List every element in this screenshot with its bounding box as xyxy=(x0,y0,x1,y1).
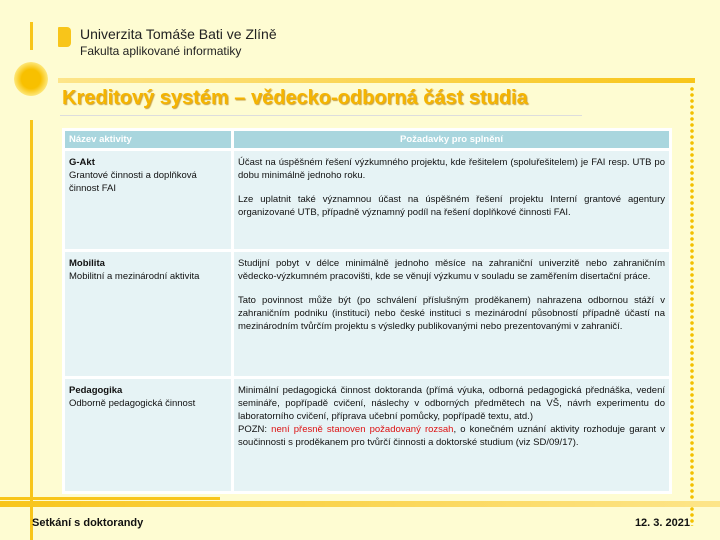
activity-name: G-Akt xyxy=(69,157,95,168)
requirement: Lze uplatnit také významnou účast na úspěšném řešení projektu Interní grantové agentury organizované UTB, případně významný podíl na řešení doplňkové činnosti FAI. xyxy=(238,194,665,218)
footer-bar xyxy=(0,501,720,507)
table-row xyxy=(65,151,669,249)
title-bar xyxy=(58,78,695,83)
note-rest: , o konečném uznání aktivity rozhoduje garant v součinnosti s proděkanem pro tvůrčí činnosti a doktorské studium (viz SD/09/17). xyxy=(238,424,666,448)
university-name: Univerzita Tomáše Bati ve Zlíně xyxy=(80,26,277,42)
activity-desc: Mobilitní a mezinárodní aktivita xyxy=(69,271,200,282)
requirement: Účast na úspěšném řešení výzkumného projektu, kde řešitelem (spoluřešitelem) je FAI resp. UTB po dobu minimálně jednoho roku. xyxy=(238,157,665,181)
slide-title: Kreditový systém – vědecko-odborná část studia xyxy=(62,87,528,109)
requirement: Studijní pobyt v délce minimálně jednoho měsíce na zahraniční univerzitě nebo zahraničním vědecko-výzkumném pracovišti, kde se věnují výzkumu v souladu se zaměřením disertační práce. xyxy=(238,258,665,282)
col-header-activity: Název aktivity xyxy=(65,131,231,148)
table-header xyxy=(65,131,669,148)
title-divider xyxy=(60,115,582,116)
activity-desc: Grantové činnosti a doplňková činnost FAI xyxy=(69,170,197,194)
faculty-name: Fakulta aplikované informatiky xyxy=(80,44,242,58)
note-highlight: není přesně stanoven požadovaný rozsah xyxy=(271,424,454,435)
requirement: Minimální pedagogická činnost doktoranda (přímá výuka, odborná pedagogická přednáška, vedení semináře, popřípadě cvičení, náslechy v odborných předmětech na VŠ, návrh experimentu do laboratorního cvičení, příprava učební pomůcky, popřípadě textu, atd.) xyxy=(238,385,665,422)
col-header-requirements: Požadavky pro splnění xyxy=(234,131,669,148)
dotted-border xyxy=(690,86,694,526)
requirement: Tato povinnost může být (po schválení příslušným proděkanem) nahrazena odbornou stáží v zahraničním podniku (instituci) nebo české instituci s mezinárodní působností případně účastí na mezinárodním tvůrčím projektu s výsledky publikovanými nebo prezentovanými v zahraničí. xyxy=(238,295,665,332)
decor-circle xyxy=(14,62,48,96)
footer-bar xyxy=(0,497,220,500)
decor-bar xyxy=(30,22,33,50)
footer-date: 12. 3. 2021 xyxy=(634,517,690,529)
table-row xyxy=(65,252,669,376)
table-row xyxy=(65,379,669,491)
footer-left: Setkání s doktorandy xyxy=(32,517,144,529)
utb-logo-icon xyxy=(58,27,71,47)
decor-bar xyxy=(30,120,33,540)
activity-name: Mobilita xyxy=(69,258,105,269)
activity-name: Pedagogika xyxy=(69,385,123,396)
credit-table xyxy=(62,128,672,494)
note-prefix: POZN: xyxy=(238,424,272,435)
activity-desc: Odborně pedagogická činnost xyxy=(69,398,196,409)
